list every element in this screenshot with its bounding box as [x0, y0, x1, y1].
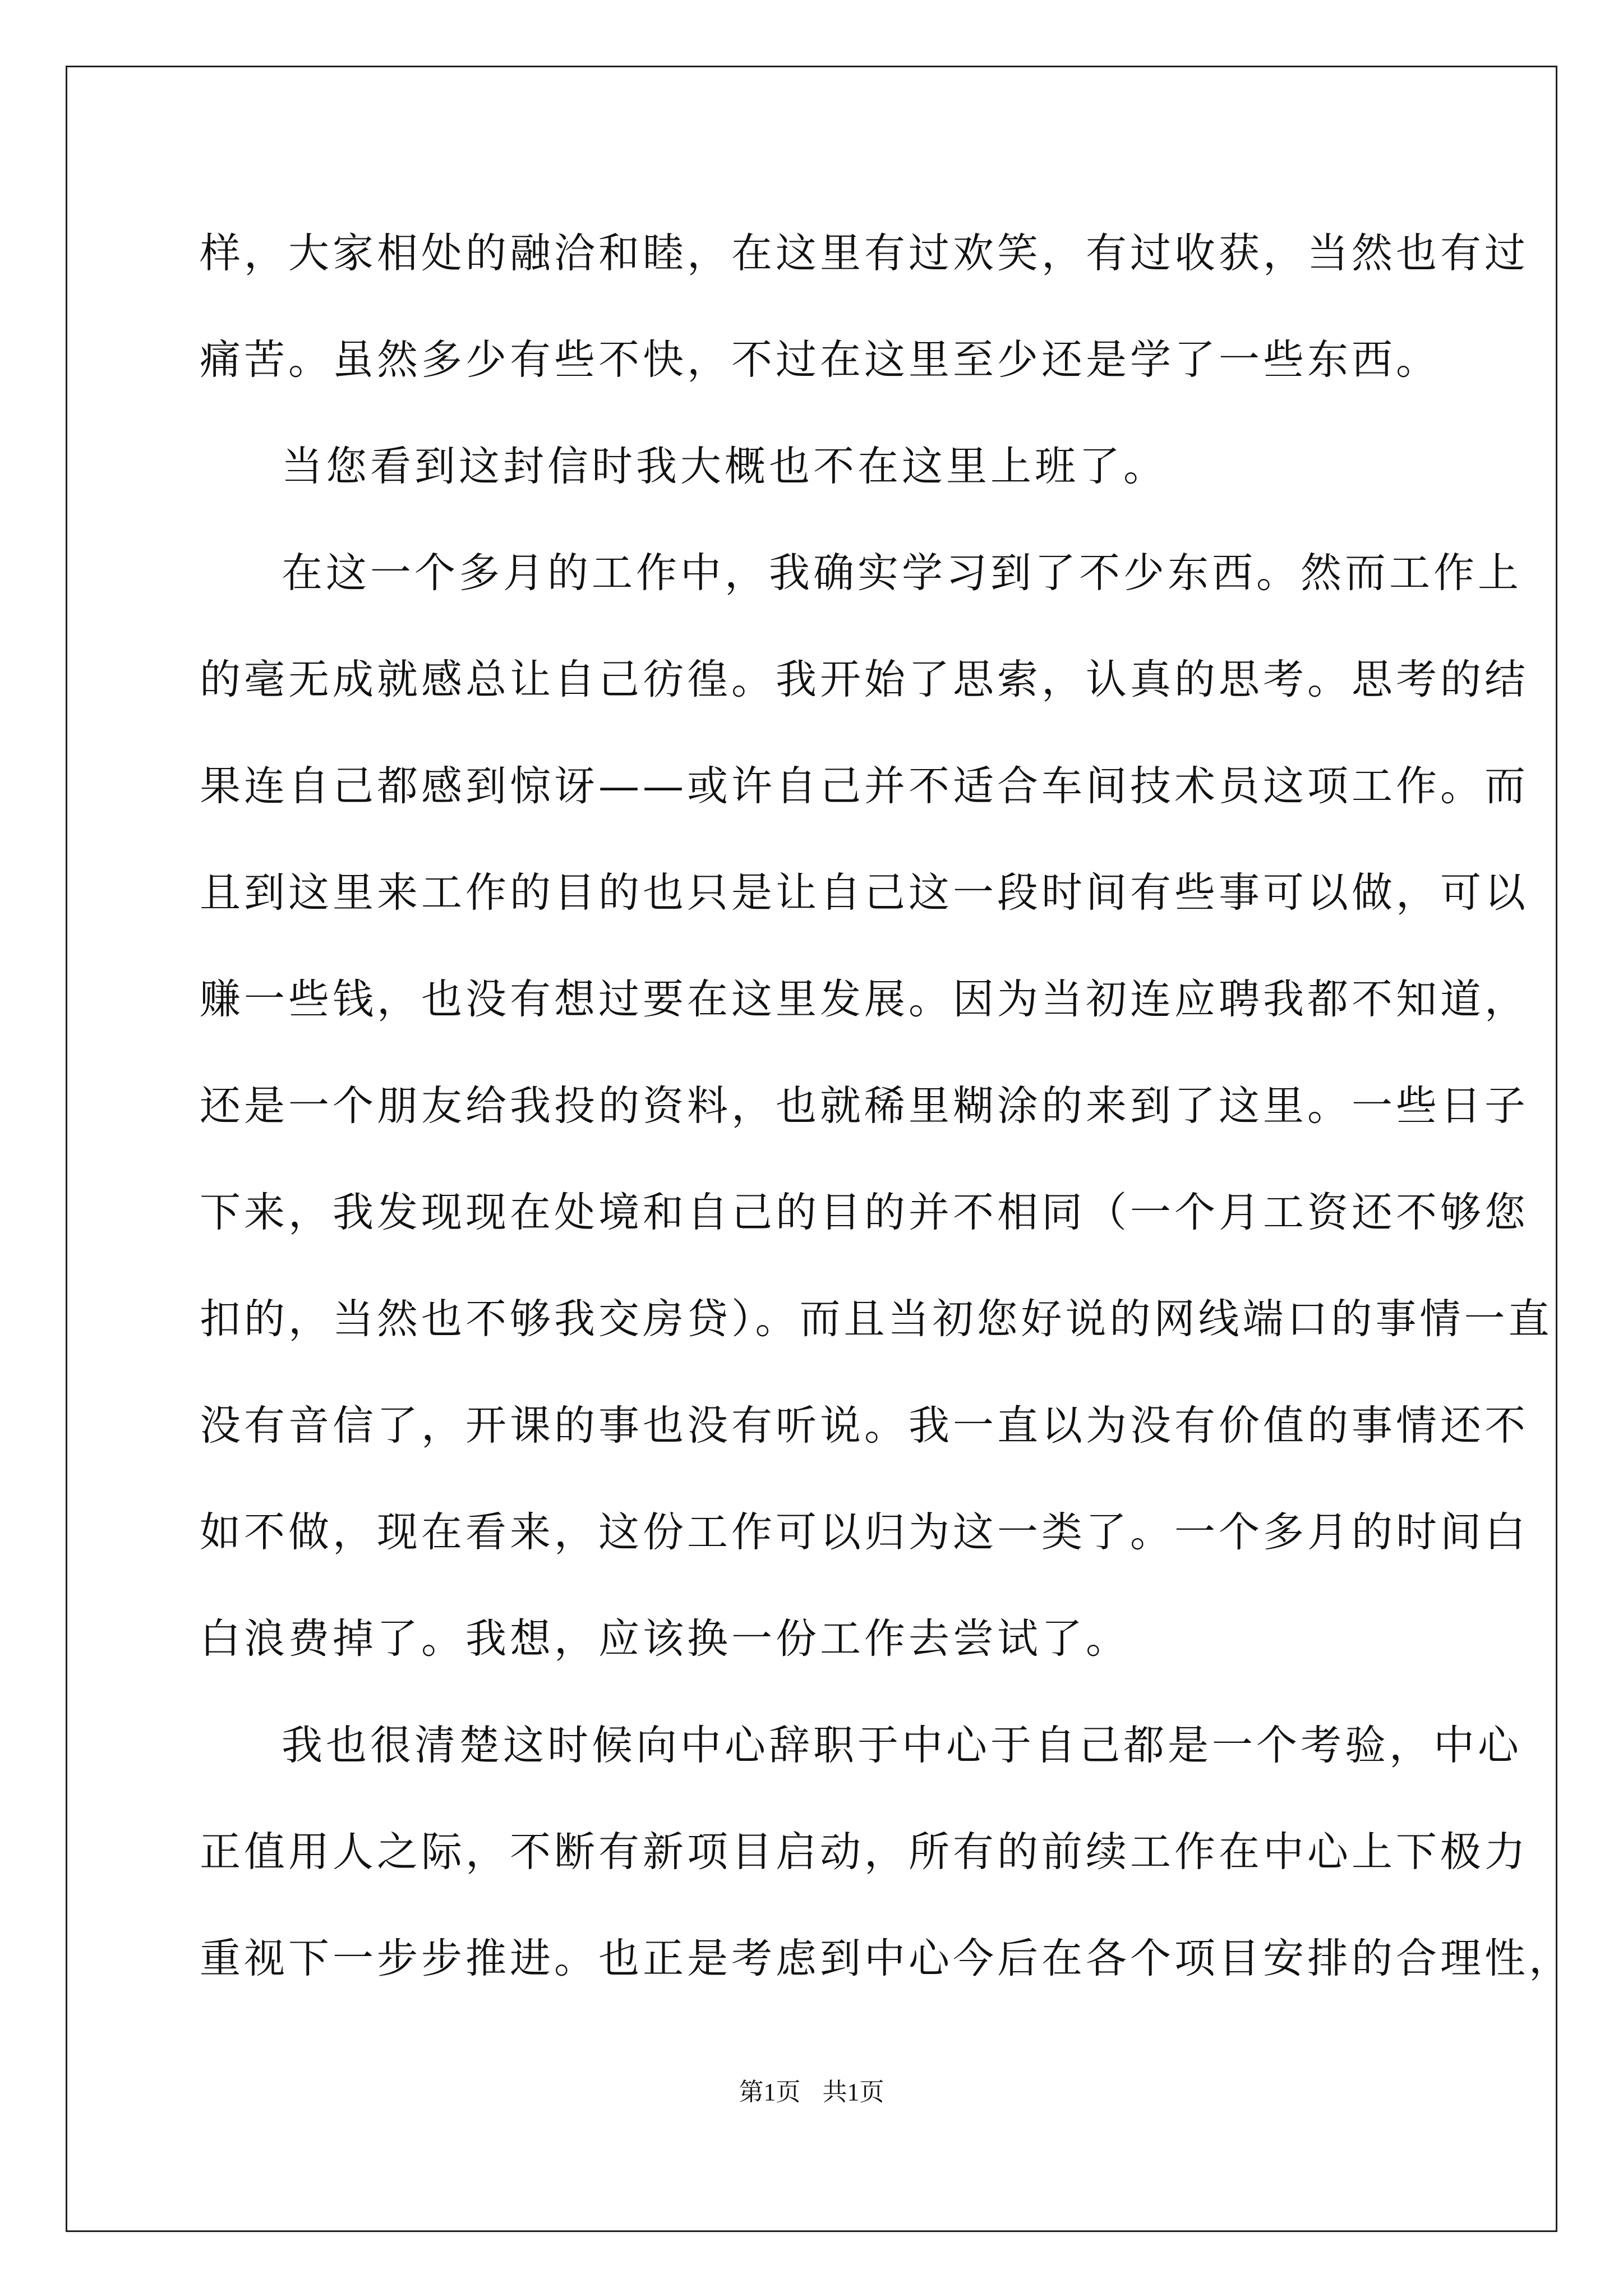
- text-line: 样，大家相处的融洽和睦，在这里有过欢笑，有过收获，当然也有过: [200, 229, 1529, 277]
- text-line: 赚一些钱，也没有想过要在这里发展。因为当初连应聘我都不知道，: [200, 976, 1529, 1023]
- text-line: 还是一个朋友给我投的资料，也就稀里糊涂的来到了这里。一些日子: [200, 1082, 1529, 1130]
- text-line: 正值用人之际，不断有新项目启动，所有的前续工作在中心上下极力: [200, 1828, 1529, 1876]
- text-line: 没有音信了，开课的事也没有听说。我一直以为没有价值的事情还不: [200, 1402, 1529, 1450]
- text-line: 白浪费掉了。我想，应该换一份工作去尝试了。: [200, 1615, 1130, 1663]
- text-line: 重视下一步步推进。也正是考虑到中心今后在各个项目安排的合理性，: [200, 1935, 1573, 1982]
- page-total: 共1页: [822, 2078, 884, 2106]
- text-line: 痛苦。虽然多少有些不快，不过在这里至少还是学了一些东西。: [200, 336, 1440, 384]
- page-number: 第1页: [739, 2078, 801, 2106]
- text-line: 下来，我发现现在处境和自己的目的并不相同（一个月工资还不够您: [200, 1189, 1529, 1236]
- text-line: 扣的，当然也不够我交房贷）。而且当初您好说的网线端口的事情一直: [200, 1295, 1553, 1343]
- text-line: 果连自己都感到惊讶——或许自己并不适合车间技术员这项工作。而: [200, 762, 1529, 810]
- text-line: 如不做，现在看来，这份工作可以归为这一类了。一个多月的时间白: [200, 1508, 1529, 1556]
- text-line: 且到这里来工作的目的也只是让自己这一段时间有些事可以做，可以: [200, 869, 1529, 917]
- paragraph-first-line: 我也很清楚这时候向中心辞职于中心于自己都是一个考验，中心: [282, 1722, 1522, 1769]
- page-footer: [0, 2076, 1623, 2109]
- paragraph-first-line: 当您看到这封信时我大概也不在这里上班了。: [282, 443, 1168, 490]
- text-line: 的毫无成就感总让自己彷徨。我开始了思索，认真的思考。思考的结: [200, 656, 1529, 703]
- paragraph-first-line: 在这一个多月的工作中，我确实学习到了不少东西。然而工作上: [282, 549, 1522, 597]
